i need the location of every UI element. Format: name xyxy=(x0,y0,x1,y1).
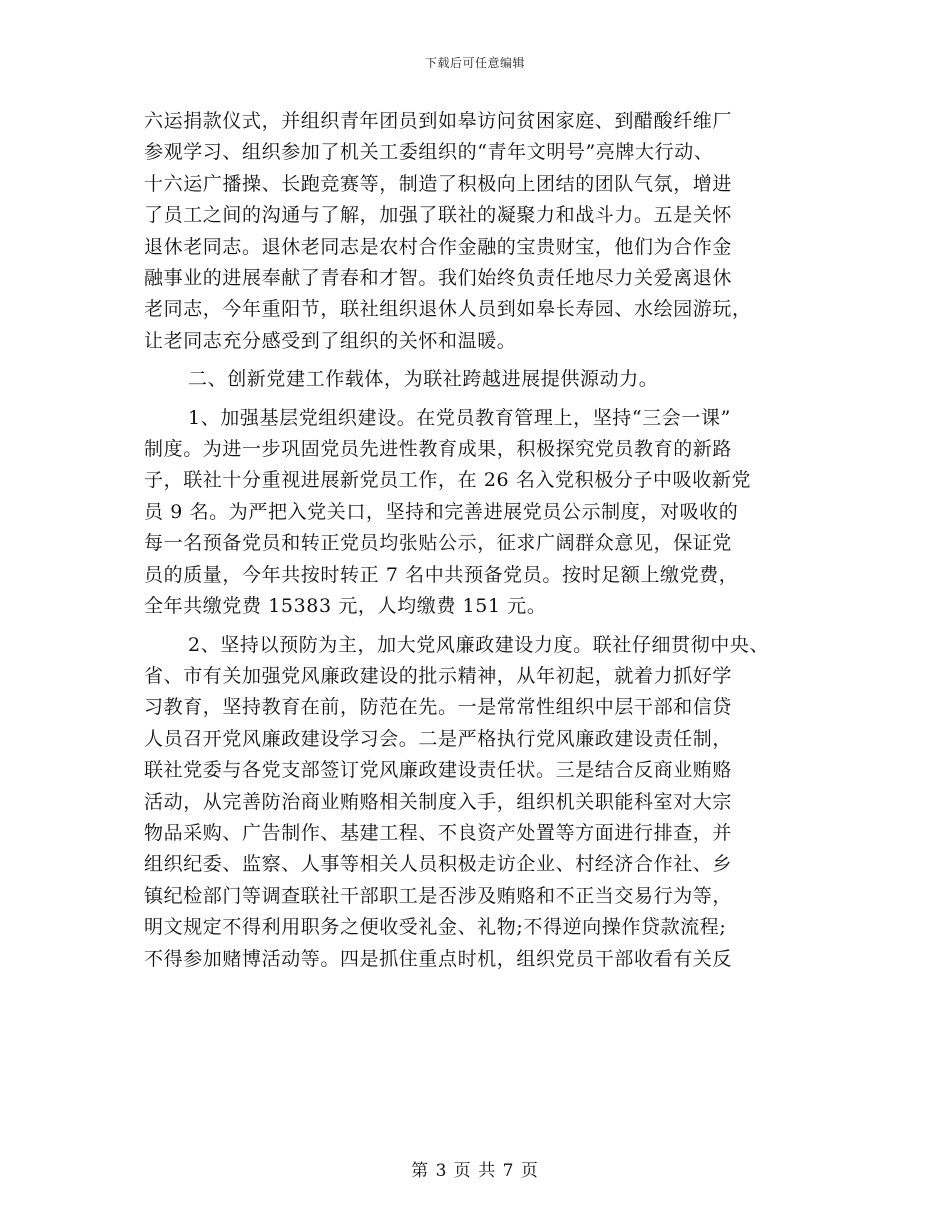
text-line: 让老同志充分感受到了组织的关怀和温暖。 xyxy=(144,329,517,352)
paragraph-gap xyxy=(144,623,804,630)
text-line: 二、创新党建工作载体，为联社跨越进展提供源动力。 xyxy=(188,368,659,391)
page-header: 下载后可任意编辑 xyxy=(424,56,525,70)
text-line: 融事业的进展奉献了青春和才智。我们始终负责任地尽力关爱离退休 xyxy=(144,267,733,290)
paragraph-4 xyxy=(144,630,804,975)
text-line: 老同志，今年重阳节，联社组织退休人员到如皋长寿园、水绘园游玩， xyxy=(144,298,752,321)
text-line: 人员召开党风廉政建设学习会。二是严格执行党风廉政建设责任制， xyxy=(144,727,733,750)
paragraph-3 xyxy=(144,403,804,623)
text-line: 退休老同志。退休老同志是农村合作金融的宝贵财宝，他们为合作金 xyxy=(144,235,733,258)
text-line: 镇纪检部门等调查联社干部职工是否涉及贿赂和不正当交易行为等， xyxy=(144,884,733,907)
text-line: 每一名预备党员和转正党员均张贴公示，征求广阔群众意见，保证党 xyxy=(144,532,733,555)
paragraph-gap xyxy=(144,357,804,364)
section-heading xyxy=(144,364,804,395)
page-footer: 第 3 页 共 7 页 xyxy=(411,1161,539,1181)
text-line: 活动，从完善防治商业贿赂相关制度入手，组织机关职能科室对大宗 xyxy=(144,790,733,813)
text-line: 省、市有关加强党风廉政建设的批示精神，从年初起，就着力抓好学 xyxy=(144,664,733,687)
text-line: 习教育，坚持教育在前，防范在先。一是常常性组织中层干部和信贷 xyxy=(144,696,733,719)
text-line: 1、加强基层党组织建设。在党员教育管理上，坚持“三会一课” xyxy=(188,406,731,429)
text-line: 物品采购、广告制作、基建工程、不良资产处置等方面进行排查，并 xyxy=(144,821,733,844)
text-line: 六运捐款仪式，并组织青年团员到如皋访问贫困家庭、到醋酸纤维厂 xyxy=(144,110,733,132)
text-line: 制度。为进一步巩固党员先进性教育成果，积极探究党员教育的新路 xyxy=(144,438,733,461)
paragraph-1 xyxy=(144,106,804,357)
text-line: 了员工之间的沟通与了解，加强了联社的凝聚力和战斗力。五是关怀 xyxy=(144,204,733,227)
text-line: 员的质量，今年共按时转正 7 名中共预备党员。按时足额上缴党费， xyxy=(144,563,739,586)
text-line: 全年共缴党费 15383 元，人均缴费 151 元。 xyxy=(144,595,547,618)
text-line: 明文规定不得利用职务之便收受礼金、礼物;不得逆向操作贷款流程; xyxy=(144,916,727,939)
text-line: 参观学习、组织参加了机关工委组织的“青年文明号”亮牌大行动、 xyxy=(144,141,714,164)
text-line: 联社党委与各党支部签订党风廉政建设责任状。三是结合反商业贿赂 xyxy=(144,759,733,782)
paragraph-gap xyxy=(144,396,804,403)
text-line: 2、坚持以预防为主，加大党风廉政建设力度。联社仔细贯彻中央、 xyxy=(188,633,770,656)
text-line: 组织纪委、监察、人事等相关人员积极走访企业、村经济合作社、乡 xyxy=(144,853,733,876)
text-line: 员 9 名。为严把入党关口，坚持和完善进展党员公示制度，对吸收的 xyxy=(144,500,739,523)
text-line: 子，联社十分重视进展新党员工作，在 26 名入党积极分子中吸收新党 xyxy=(144,469,752,492)
text-line: 十六运广播操、长跑竞赛等，制造了积极向上团结的团队气氛，增进 xyxy=(144,172,733,195)
text-line: 不得参加赌博活动等。四是抓住重点时机，组织党员干部收看有关反 xyxy=(144,947,733,970)
document-body xyxy=(144,106,804,975)
